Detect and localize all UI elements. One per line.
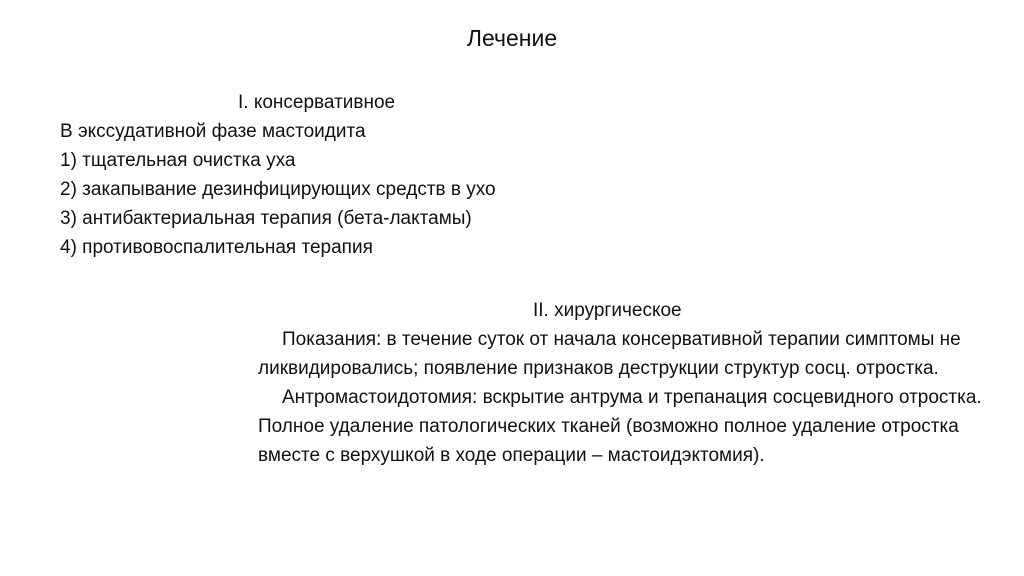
surgical-indications: Показания: в течение суток от начала консервативной терапии симптомы не ликвидировались; появление признаков деструкции структур сосц. отростка. xyxy=(258,329,961,379)
conservative-intro: В экссудативной фазе мастоидита xyxy=(60,121,366,142)
conservative-item-1: 1) тщательная очистка уха xyxy=(60,150,296,171)
conservative-item-2: 2) закапывание дезинфицирующих средств в ухо xyxy=(60,179,496,200)
conservative-heading: I. консервативное xyxy=(238,92,396,113)
surgical-procedure: Антромастоидотомия: вскрытие антрума и трепанация сосцевидного отростка. Полное удаление патологических тканей (возможно полное удаление отростка вместе с верхушкой в ходе операции – мастоидэктомия). xyxy=(258,387,982,466)
conservative-item-4: 4) противовоспалительная терапия xyxy=(60,237,373,258)
surgical-section xyxy=(258,296,998,470)
surgical-heading: II. хирургическое xyxy=(533,300,682,321)
slide-title: Лечение xyxy=(466,25,558,51)
conservative-item-3: 3) антибактериальная терапия (бета-лактамы) xyxy=(60,208,472,229)
conservative-section xyxy=(60,88,680,262)
